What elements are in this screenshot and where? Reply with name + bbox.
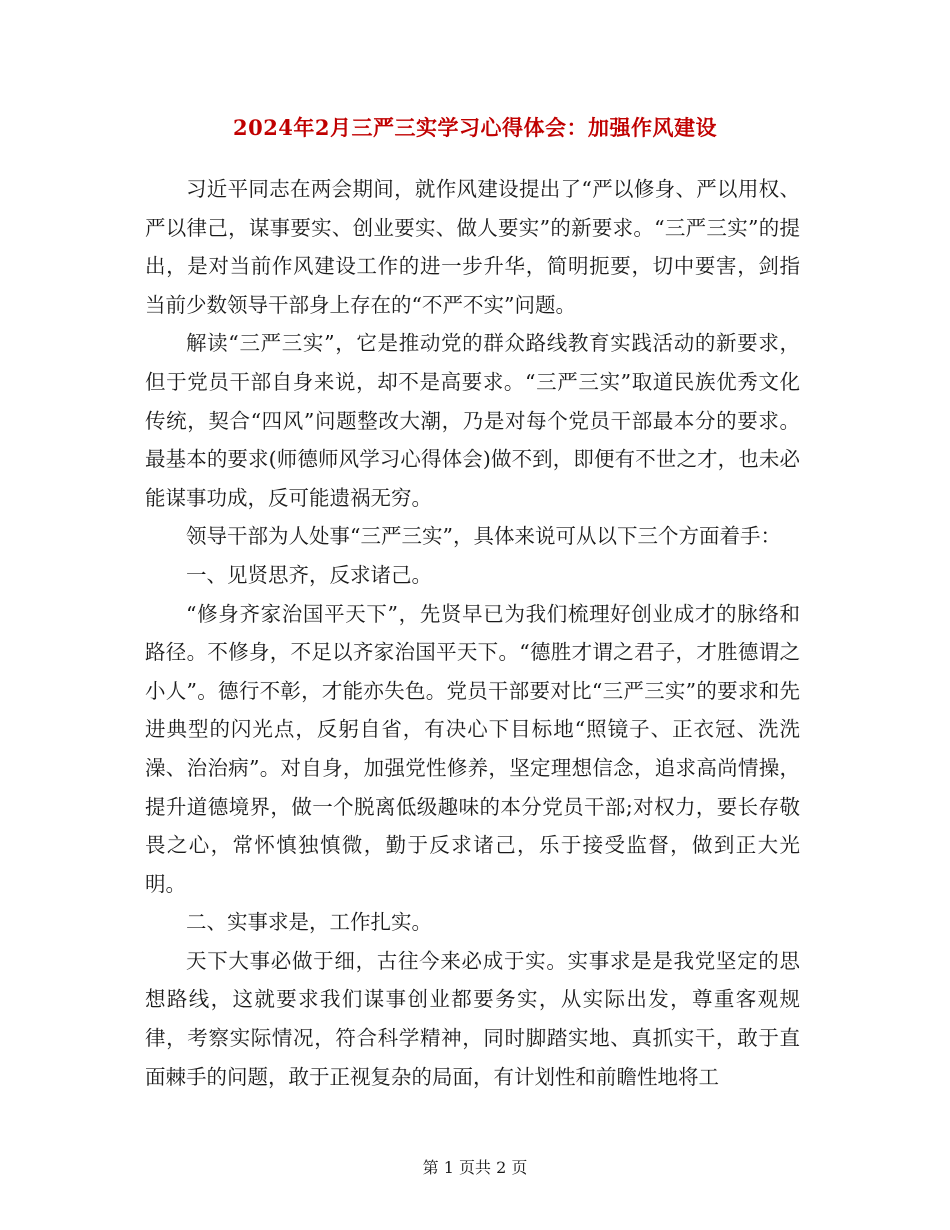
document-body: [145, 170, 800, 1096]
paragraph: 领导干部为人处事“三严三实”，具体来说可从以下三个方面着手：: [186, 524, 781, 549]
paragraph: 解读“三严三实”，它是推动党的群众路线教育实践活动的新要求，但于党员干部自身来说，却不是高要求。“三严三实”取道民族优秀文化传统，契合“四风”问题整改大潮，乃是对每个党员干部最本分的要求。最基本的要求(师德师风学习心得体会)做不到，即便有不世之才，也未必能谋事功成，反可能遗祸无穷。: [145, 331, 800, 510]
page-footer: 第 1 页共 2 页: [422, 1158, 528, 1177]
paragraph: 习近平同志在两会期间，就作风建设提出了“严以修身、严以用权、严以律己，谋事要实、创业要实、做人要实”的新要求。“三严三实”的提出，是对当前作风建设工作的进一步升华，简明扼要，切中要害，剑指当前少数领导干部身上存在的“不严不实”问题。: [145, 177, 800, 317]
section-heading: 二、实事求是，工作扎实。: [186, 910, 432, 935]
document-title: 2024年2月三严三实学习心得体会：加强作风建设: [232, 115, 718, 140]
paragraph: “修身齐家治国平天下”，先贤早已为我们梳理好创业成才的脉络和路径。不修身，不足以齐家治国平天下。“德胜才谓之君子，才胜德谓之小人”。德行不彰，才能亦失色。党员干部要对比“三严三实”的要求和先进典型的闪光点，反躬自省，有决心下目标地“照镜子、正衣冠、洗洗澡、治治病”。对自身，加强党性修养，坚定理想信念，追求高尚情操，提升道德境界，做一个脱离低级趣味的本分党员干部;对权力，要长存敬畏之心，常怀慎独慎微，勤于反求诸己，乐于接受监督，做到正大光明。: [145, 601, 800, 896]
paragraph: 天下大事必做于细，古往今来必成于实。实事求是是我党坚定的思想路线，这就要求我们谋事创业都要务实，从实际出发，尊重客观规律，考察实际情况，符合科学精神，同时脚踏实地、真抓实干，敢于直面棘手的问题，敢于正视复杂的局面，有计划性和前瞻性地将工: [145, 948, 800, 1089]
section-heading: 一、见贤思齐，反求诸己。: [186, 562, 432, 587]
